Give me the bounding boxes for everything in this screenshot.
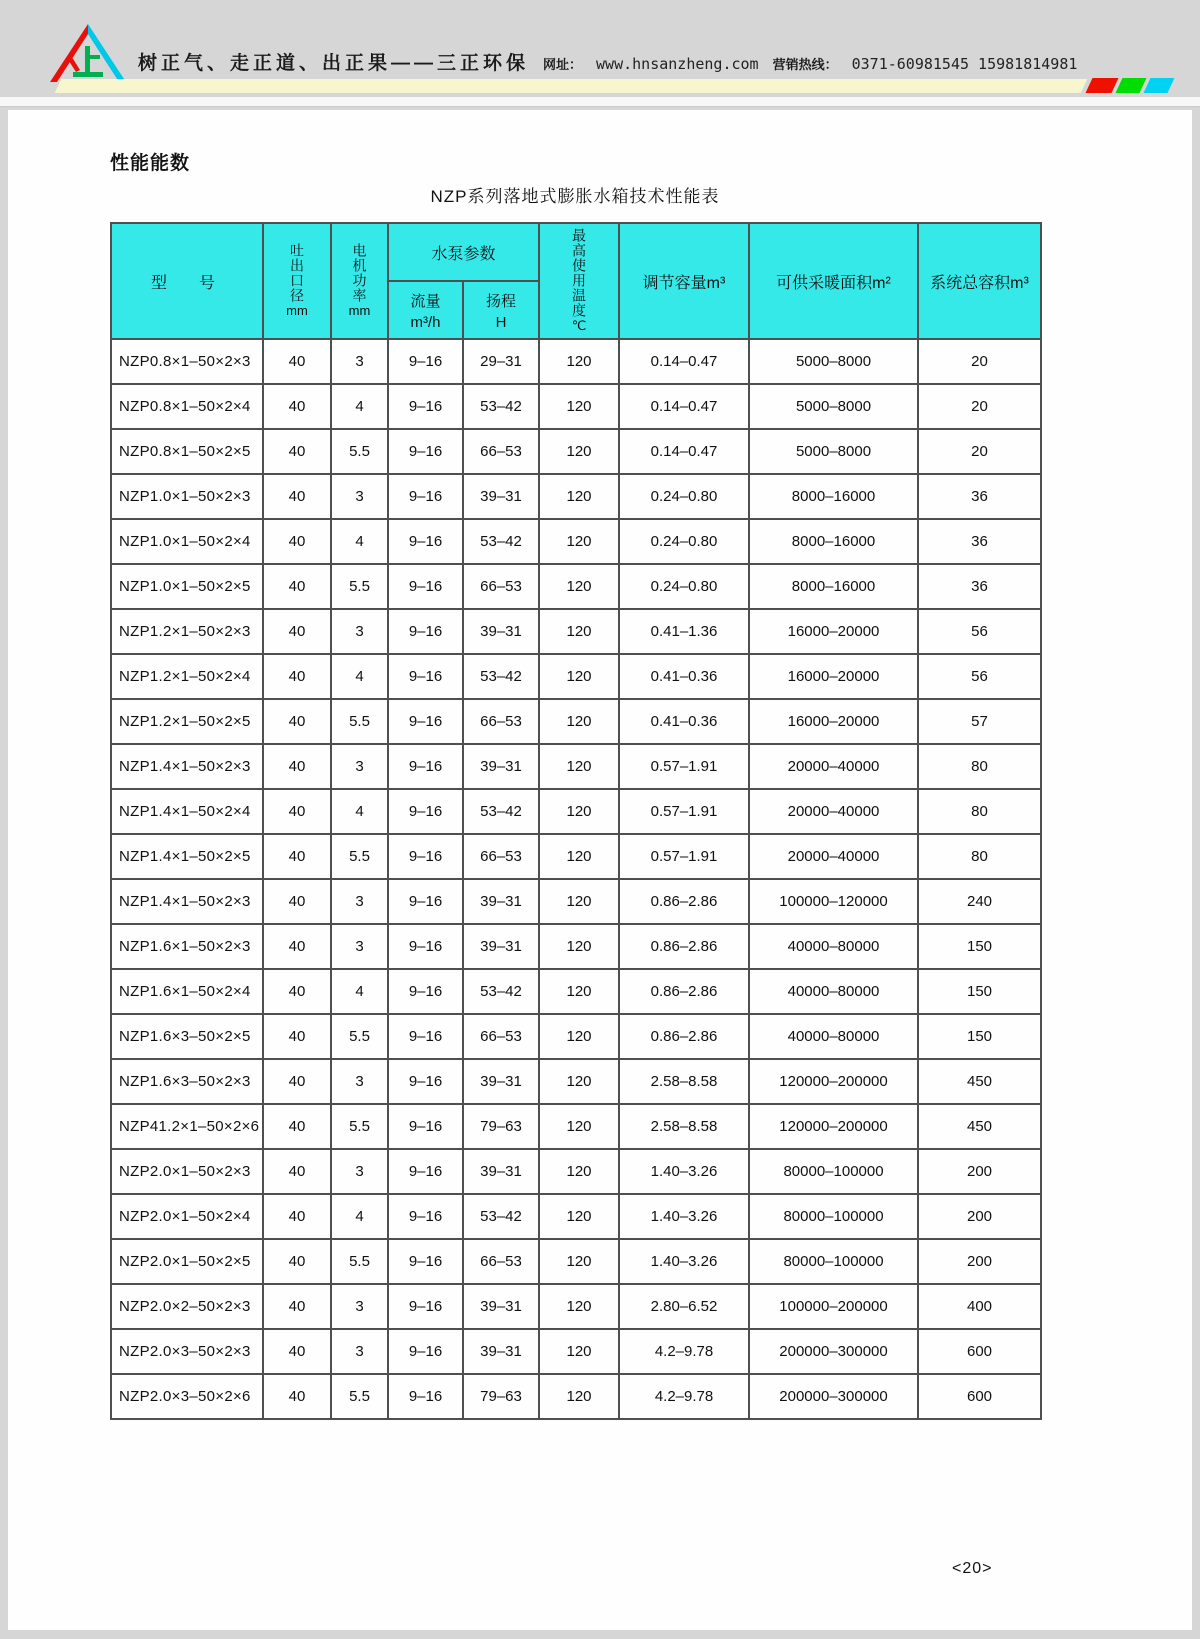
table-cell: 0.57–1.91 <box>619 744 749 789</box>
table-cell: 40 <box>263 384 331 429</box>
table-cell: 40 <box>263 789 331 834</box>
table-cell: 0.86–2.86 <box>619 924 749 969</box>
spec-table-body <box>111 339 1041 1419</box>
table-cell: 5.5 <box>331 1239 388 1284</box>
table-cell: 120 <box>539 1149 619 1194</box>
table-cell: 9–16 <box>388 564 463 609</box>
spec-table <box>110 222 1042 1420</box>
model-cell: NZP1.0×1–50×2×3 <box>111 474 263 519</box>
table-cell: 9–16 <box>388 609 463 654</box>
table-cell: 9–16 <box>388 654 463 699</box>
table-cell: 5.5 <box>331 834 388 879</box>
table-cell: 0.41–0.36 <box>619 699 749 744</box>
model-cell: NZP1.0×1–50×2×5 <box>111 564 263 609</box>
table-cell: 5000–8000 <box>749 384 918 429</box>
table-cell: 80000–100000 <box>749 1194 918 1239</box>
table-cell: 3 <box>331 879 388 924</box>
header-divider <box>0 97 1200 107</box>
table-cell: 9–16 <box>388 1059 463 1104</box>
model-cell: NZP0.8×1–50×2×3 <box>111 339 263 384</box>
table-cell: 53–42 <box>463 384 539 429</box>
table-cell: 39–31 <box>463 474 539 519</box>
model-cell: NZP2.0×2–50×2×3 <box>111 1284 263 1329</box>
page-number: <20> <box>952 1560 993 1577</box>
table-cell: 39–31 <box>463 1149 539 1194</box>
table-cell: 0.41–0.36 <box>619 654 749 699</box>
table-cell: 4 <box>331 1194 388 1239</box>
table-cell: 3 <box>331 474 388 519</box>
table-cell: 5.5 <box>331 1014 388 1059</box>
table-cell: 4 <box>331 384 388 429</box>
table-cell: 40000–80000 <box>749 924 918 969</box>
table-row <box>111 1014 1041 1059</box>
table-row <box>111 429 1041 474</box>
model-cell: NZP2.0×1–50×2×4 <box>111 1194 263 1239</box>
brand-band <box>0 0 1200 97</box>
table-row <box>111 1059 1041 1104</box>
table-cell: 240 <box>918 879 1041 924</box>
table-cell: 66–53 <box>463 834 539 879</box>
table-cell: 1.40–3.26 <box>619 1239 749 1284</box>
table-row <box>111 339 1041 384</box>
table-cell: 450 <box>918 1104 1041 1149</box>
table-cell: 120 <box>539 1194 619 1239</box>
company-slogan: 树正气、走正道、出正果——三正环保 <box>138 53 530 74</box>
table-cell: 53–42 <box>463 654 539 699</box>
table-cell: 20000–40000 <box>749 834 918 879</box>
model-cell: NZP1.2×1–50×2×3 <box>111 609 263 654</box>
table-cell: 0.14–0.47 <box>619 429 749 474</box>
table-row <box>111 924 1041 969</box>
col-header-flow: 流量 m³/h <box>388 281 463 339</box>
table-cell: 9–16 <box>388 519 463 564</box>
model-cell: NZP1.4×1–50×2×4 <box>111 789 263 834</box>
table-cell: 120 <box>539 519 619 564</box>
table-cell: 5.5 <box>331 564 388 609</box>
table-cell: 600 <box>918 1374 1041 1419</box>
table-cell: 20 <box>918 384 1041 429</box>
table-cell: 5.5 <box>331 699 388 744</box>
table-cell: 39–31 <box>463 924 539 969</box>
model-cell: NZP1.6×1–50×2×4 <box>111 969 263 1014</box>
hotline-label: 营销热线： <box>772 57 838 72</box>
table-cell: 9–16 <box>388 1329 463 1374</box>
decorative-stripe <box>55 79 1088 93</box>
table-cell: 0.86–2.86 <box>619 879 749 924</box>
table-cell: 40 <box>263 1329 331 1374</box>
table-cell: 56 <box>918 609 1041 654</box>
table-cell: 3 <box>331 1059 388 1104</box>
website-label: 网址： <box>543 57 583 72</box>
table-cell: 120000–200000 <box>749 1059 918 1104</box>
table-cell: 150 <box>918 924 1041 969</box>
table-cell: 40000–80000 <box>749 969 918 1014</box>
table-cell: 5000–8000 <box>749 429 918 474</box>
col-header-model: 型 号 <box>111 223 263 339</box>
table-row <box>111 384 1041 429</box>
table-cell: 9–16 <box>388 969 463 1014</box>
table-cell: 40 <box>263 1149 331 1194</box>
table-cell: 200 <box>918 1149 1041 1194</box>
table-row <box>111 519 1041 564</box>
table-cell: 120 <box>539 1014 619 1059</box>
model-cell: NZP2.0×3–50×2×6 <box>111 1374 263 1419</box>
table-cell: 120 <box>539 654 619 699</box>
table-cell: 40 <box>263 834 331 879</box>
table-cell: 16000–20000 <box>749 654 918 699</box>
table-cell: 5.5 <box>331 1374 388 1419</box>
table-cell: 40 <box>263 699 331 744</box>
table-cell: 0.57–1.91 <box>619 834 749 879</box>
table-cell: 66–53 <box>463 564 539 609</box>
table-cell: 9–16 <box>388 1374 463 1419</box>
table-cell: 3 <box>331 1149 388 1194</box>
table-cell: 53–42 <box>463 969 539 1014</box>
table-cell: 0.86–2.86 <box>619 1014 749 1059</box>
table-cell: 9–16 <box>388 1104 463 1149</box>
table-cell: 9–16 <box>388 429 463 474</box>
table-row <box>111 744 1041 789</box>
table-cell: 80 <box>918 744 1041 789</box>
table-cell: 200000–300000 <box>749 1374 918 1419</box>
table-cell: 8000–16000 <box>749 474 918 519</box>
table-cell: 4.2–9.78 <box>619 1329 749 1374</box>
table-cell: 36 <box>918 519 1041 564</box>
table-cell: 66–53 <box>463 1014 539 1059</box>
website-url: www.hnsanzheng.com <box>596 55 759 73</box>
table-cell: 600 <box>918 1329 1041 1374</box>
model-cell: NZP1.2×1–50×2×5 <box>111 699 263 744</box>
table-cell: 39–31 <box>463 879 539 924</box>
table-cell: 66–53 <box>463 699 539 744</box>
table-cell: 120 <box>539 1329 619 1374</box>
table-cell: 40 <box>263 474 331 519</box>
table-cell: 3 <box>331 609 388 654</box>
table-cell: 36 <box>918 474 1041 519</box>
table-cell: 9–16 <box>388 384 463 429</box>
table-cell: 0.14–0.47 <box>619 384 749 429</box>
table-cell: 1.40–3.26 <box>619 1149 749 1194</box>
table-cell: 9–16 <box>388 339 463 384</box>
table-cell: 120 <box>539 474 619 519</box>
table-row <box>111 969 1041 1014</box>
table-cell: 16000–20000 <box>749 609 918 654</box>
table-cell: 40 <box>263 744 331 789</box>
table-cell: 40 <box>263 1194 331 1239</box>
table-cell: 120 <box>539 609 619 654</box>
table-title: NZP系列落地式膨胀水箱技术性能表 <box>430 187 720 206</box>
table-cell: 150 <box>918 1014 1041 1059</box>
table-cell: 4 <box>331 969 388 1014</box>
table-cell: 53–42 <box>463 519 539 564</box>
table-cell: 40 <box>263 564 331 609</box>
table-cell: 1.40–3.26 <box>619 1194 749 1239</box>
table-cell: 3 <box>331 339 388 384</box>
table-cell: 80000–100000 <box>749 1239 918 1284</box>
table-cell: 16000–20000 <box>749 699 918 744</box>
col-header-head: 扬程 H <box>463 281 539 339</box>
table-cell: 120 <box>539 699 619 744</box>
table-cell: 9–16 <box>388 1239 463 1284</box>
table-cell: 79–63 <box>463 1104 539 1149</box>
table-cell: 8000–16000 <box>749 519 918 564</box>
col-header-adjust-capacity: 调节容量m³ <box>619 223 749 339</box>
table-cell: 40 <box>263 924 331 969</box>
table-cell: 40 <box>263 1284 331 1329</box>
table-cell: 120 <box>539 1239 619 1284</box>
table-cell: 120 <box>539 924 619 969</box>
table-cell: 79–63 <box>463 1374 539 1419</box>
table-cell: 53–42 <box>463 1194 539 1239</box>
table-cell: 5000–8000 <box>749 339 918 384</box>
table-row <box>111 654 1041 699</box>
table-cell: 120 <box>539 429 619 474</box>
col-header-max-temp: 最高使用温度 ℃ <box>539 223 619 339</box>
table-cell: 3 <box>331 1329 388 1374</box>
section-title: 性能能数 <box>110 153 191 174</box>
table-cell: 80000–100000 <box>749 1149 918 1194</box>
table-cell: 0.86–2.86 <box>619 969 749 1014</box>
table-row <box>111 609 1041 654</box>
table-cell: 40 <box>263 1059 331 1104</box>
accent-cyan-shape <box>1144 78 1175 93</box>
model-cell: NZP1.4×1–50×2×5 <box>111 834 263 879</box>
table-cell: 80 <box>918 834 1041 879</box>
spec-table-head <box>111 223 1041 339</box>
col-header-outlet-diameter: 吐出口径 mm <box>263 223 331 339</box>
table-cell: 120 <box>539 1284 619 1329</box>
table-cell: 100000–120000 <box>749 879 918 924</box>
table-row <box>111 834 1041 879</box>
table-row <box>111 1239 1041 1284</box>
table-cell: 9–16 <box>388 1284 463 1329</box>
accent-red-shape <box>1086 78 1119 93</box>
table-cell: 120 <box>539 1374 619 1419</box>
table-cell: 40 <box>263 1374 331 1419</box>
model-cell: NZP1.6×1–50×2×3 <box>111 924 263 969</box>
col-header-heating-area: 可供采暖面积m² <box>749 223 918 339</box>
table-cell: 9–16 <box>388 1014 463 1059</box>
table-cell: 39–31 <box>463 744 539 789</box>
accent-green-shape <box>1116 78 1147 93</box>
table-cell: 0.24–0.80 <box>619 474 749 519</box>
table-row <box>111 1329 1041 1374</box>
table-row <box>111 1284 1041 1329</box>
table-cell: 39–31 <box>463 1059 539 1104</box>
table-cell: 53–42 <box>463 789 539 834</box>
table-cell: 39–31 <box>463 609 539 654</box>
document-page <box>8 110 1192 1630</box>
model-cell: NZP41.2×1–50×2×6 <box>111 1104 263 1149</box>
table-row <box>111 564 1041 609</box>
table-cell: 2.58–8.58 <box>619 1059 749 1104</box>
model-cell: NZP1.6×3–50×2×3 <box>111 1059 263 1104</box>
table-row <box>111 1149 1041 1194</box>
table-cell: 3 <box>331 924 388 969</box>
table-cell: 120 <box>539 339 619 384</box>
model-cell: NZP0.8×1–50×2×5 <box>111 429 263 474</box>
table-cell: 120000–200000 <box>749 1104 918 1149</box>
table-cell: 4 <box>331 789 388 834</box>
table-cell: 40 <box>263 1014 331 1059</box>
model-cell: NZP1.2×1–50×2×4 <box>111 654 263 699</box>
table-cell: 5.5 <box>331 1104 388 1149</box>
model-cell: NZP2.0×1–50×2×3 <box>111 1149 263 1194</box>
table-cell: 20 <box>918 429 1041 474</box>
table-cell: 0.14–0.47 <box>619 339 749 384</box>
table-cell: 36 <box>918 564 1041 609</box>
col-header-system-volume: 系统总容积m³ <box>918 223 1041 339</box>
model-cell: NZP1.4×1–50×2×3 <box>111 744 263 789</box>
table-cell: 4 <box>331 519 388 564</box>
table-cell: 20 <box>918 339 1041 384</box>
table-cell: 9–16 <box>388 699 463 744</box>
table-cell: 80 <box>918 789 1041 834</box>
table-cell: 9–16 <box>388 1194 463 1239</box>
table-row <box>111 879 1041 924</box>
table-cell: 40 <box>263 609 331 654</box>
table-cell: 5.5 <box>331 429 388 474</box>
table-cell: 100000–200000 <box>749 1284 918 1329</box>
hotline-numbers: 0371-60981545 15981814981 <box>851 55 1078 73</box>
table-cell: 120 <box>539 969 619 1014</box>
table-cell: 40000–80000 <box>749 1014 918 1059</box>
table-cell: 9–16 <box>388 744 463 789</box>
model-cell: NZP0.8×1–50×2×4 <box>111 384 263 429</box>
table-cell: 20000–40000 <box>749 789 918 834</box>
table-row <box>111 699 1041 744</box>
table-row <box>111 1374 1041 1419</box>
table-cell: 40 <box>263 519 331 564</box>
table-cell: 9–16 <box>388 834 463 879</box>
table-cell: 3 <box>331 1284 388 1329</box>
table-cell: 8000–16000 <box>749 564 918 609</box>
table-cell: 200 <box>918 1239 1041 1284</box>
table-cell: 9–16 <box>388 474 463 519</box>
table-cell: 9–16 <box>388 879 463 924</box>
table-cell: 66–53 <box>463 1239 539 1284</box>
table-cell: 39–31 <box>463 1329 539 1374</box>
table-cell: 4 <box>331 654 388 699</box>
table-cell: 4.2–9.78 <box>619 1374 749 1419</box>
table-cell: 120 <box>539 744 619 789</box>
table-cell: 200000–300000 <box>749 1329 918 1374</box>
table-cell: 450 <box>918 1059 1041 1104</box>
table-cell: 29–31 <box>463 339 539 384</box>
table-cell: 2.58–8.58 <box>619 1104 749 1149</box>
model-cell: NZP1.6×3–50×2×5 <box>111 1014 263 1059</box>
table-cell: 40 <box>263 879 331 924</box>
col-header-motor-power: 电机功率 mm <box>331 223 388 339</box>
table-cell: 40 <box>263 654 331 699</box>
table-cell: 9–16 <box>388 924 463 969</box>
table-cell: 9–16 <box>388 1149 463 1194</box>
table-cell: 400 <box>918 1284 1041 1329</box>
col-header-pump-params: 水泵参数 <box>388 223 539 281</box>
table-cell: 120 <box>539 834 619 879</box>
table-cell: 40 <box>263 1104 331 1149</box>
table-cell: 66–53 <box>463 429 539 474</box>
table-cell: 40 <box>263 1239 331 1284</box>
table-row <box>111 1104 1041 1149</box>
table-cell: 2.80–6.52 <box>619 1284 749 1329</box>
table-cell: 120 <box>539 879 619 924</box>
table-cell: 56 <box>918 654 1041 699</box>
table-cell: 120 <box>539 384 619 429</box>
table-row <box>111 474 1041 519</box>
table-cell: 120 <box>539 789 619 834</box>
table-cell: 40 <box>263 969 331 1014</box>
table-cell: 9–16 <box>388 789 463 834</box>
model-cell: NZP1.0×1–50×2×4 <box>111 519 263 564</box>
table-cell: 3 <box>331 744 388 789</box>
table-cell: 40 <box>263 339 331 384</box>
table-cell: 0.24–0.80 <box>619 519 749 564</box>
table-cell: 39–31 <box>463 1284 539 1329</box>
table-cell: 120 <box>539 1059 619 1104</box>
table-cell: 200 <box>918 1194 1041 1239</box>
model-cell: NZP2.0×3–50×2×3 <box>111 1329 263 1374</box>
table-row <box>111 789 1041 834</box>
table-cell: 0.41–1.36 <box>619 609 749 654</box>
table-cell: 20000–40000 <box>749 744 918 789</box>
brand-line <box>138 48 1077 75</box>
table-cell: 57 <box>918 699 1041 744</box>
table-cell: 0.57–1.91 <box>619 789 749 834</box>
table-cell: 40 <box>263 429 331 474</box>
table-cell: 0.24–0.80 <box>619 564 749 609</box>
table-cell: 120 <box>539 1104 619 1149</box>
table-cell: 120 <box>539 564 619 609</box>
model-cell: NZP1.4×1–50×2×3 <box>111 879 263 924</box>
model-cell: NZP2.0×1–50×2×5 <box>111 1239 263 1284</box>
table-cell: 150 <box>918 969 1041 1014</box>
table-row <box>111 1194 1041 1239</box>
